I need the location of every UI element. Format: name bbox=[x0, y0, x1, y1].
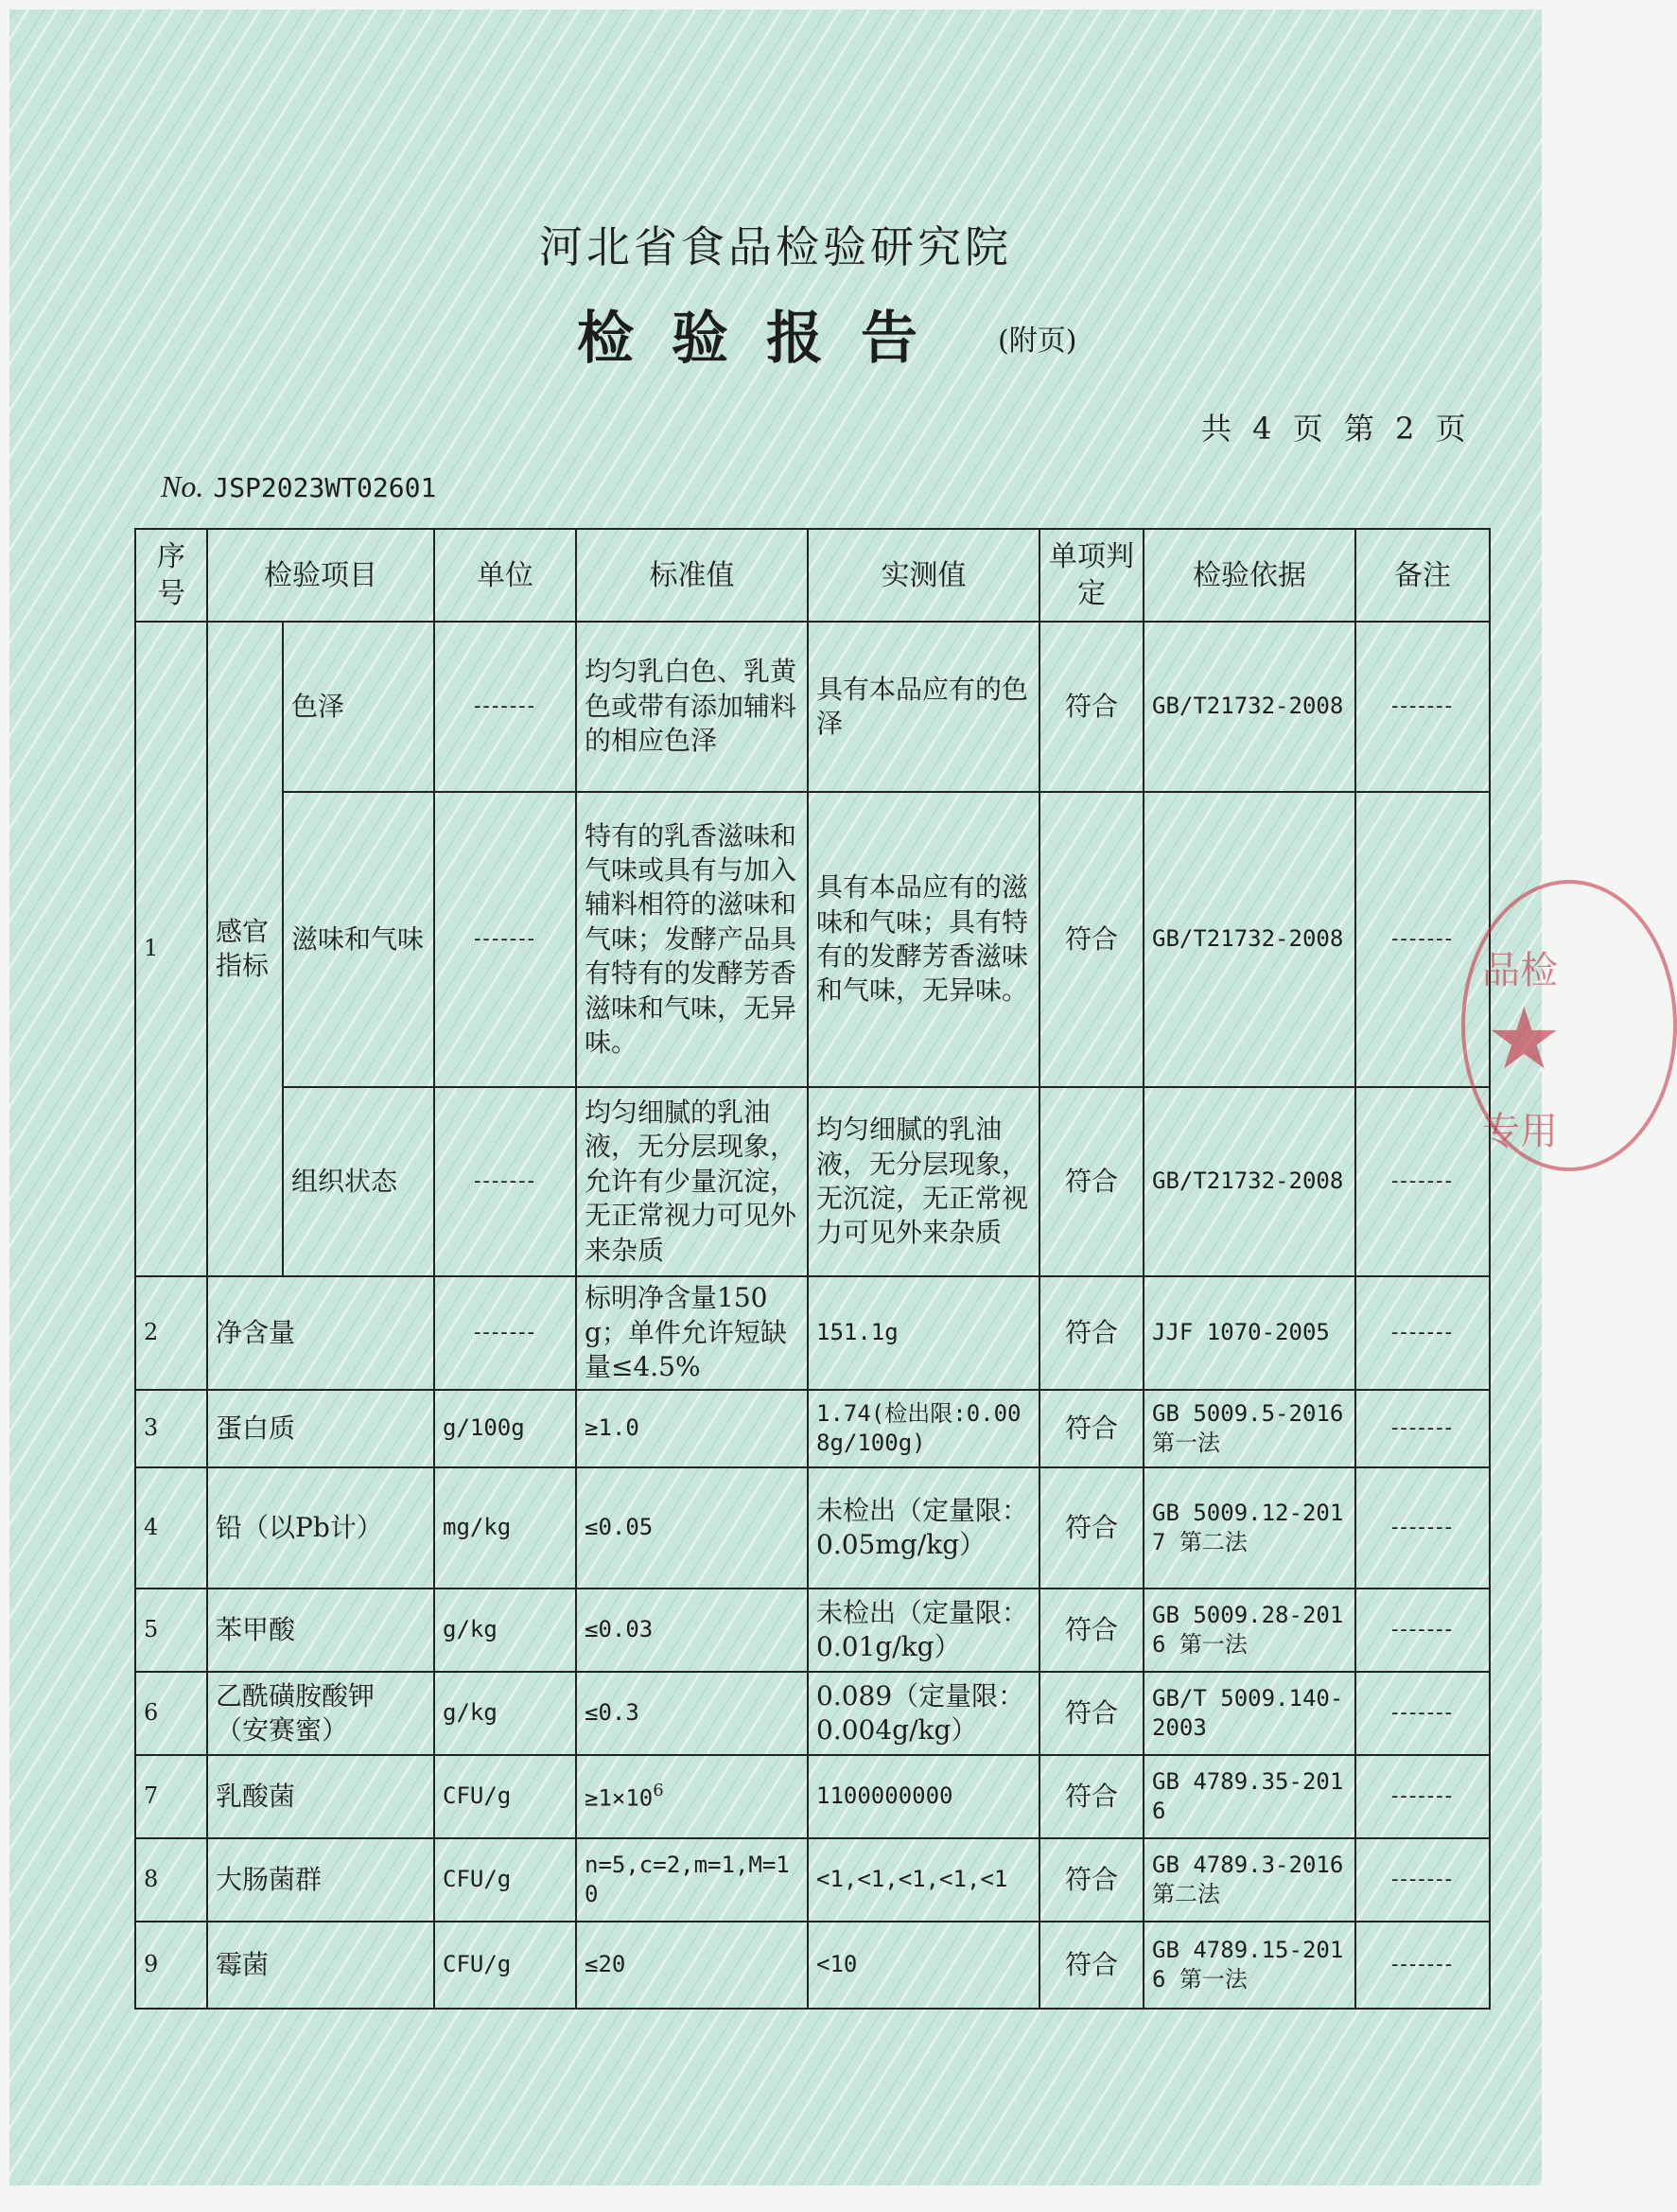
report-title: 检验报告 bbox=[577, 306, 955, 372]
row-item: 乙酰磺胺酸钾（安赛蜜） bbox=[207, 1672, 434, 1755]
row-measured: 未检出（定量限：0.05mg/kg） bbox=[808, 1467, 1039, 1589]
row-measured: <1,<1,<1,<1,<1 bbox=[808, 1838, 1039, 1922]
row-standard: ≥1.0 bbox=[576, 1390, 808, 1467]
row-basis: GB 5009.5-2016第一法 bbox=[1144, 1390, 1355, 1467]
report-sheet bbox=[9, 9, 1563, 2186]
row-unit: mg/kg bbox=[434, 1467, 576, 1589]
row-unit: CFU/g bbox=[434, 1755, 576, 1838]
row-item: 大肠菌群 bbox=[207, 1838, 434, 1922]
page-info: 共 4 页 第 2 页 bbox=[1201, 411, 1472, 447]
row-basis: GB/T21732-2008 bbox=[1144, 1087, 1355, 1276]
row-measured: 均匀细腻的乳油液，无分层现象，无沉淀，无正常视力可见外来杂质 bbox=[808, 1087, 1039, 1276]
row-measured: 1.74(检出限:0.008g/100g) bbox=[808, 1390, 1039, 1467]
row-verdict: 符合 bbox=[1039, 792, 1144, 1087]
row-measured: 1100000000 bbox=[808, 1755, 1039, 1838]
row-verdict: 符合 bbox=[1039, 1838, 1144, 1922]
row-basis: GB 5009.12-2017 第二法 bbox=[1144, 1467, 1355, 1589]
row-measured: 0.089（定量限：0.004g/kg） bbox=[808, 1672, 1039, 1755]
row-measured: 151.1g bbox=[808, 1276, 1039, 1390]
row-seq: 2 bbox=[135, 1276, 207, 1390]
row-seq: 1 bbox=[135, 622, 207, 1276]
row-basis: JJF 1070-2005 bbox=[1144, 1276, 1355, 1390]
seal-base-text: 专用 bbox=[1482, 1110, 1558, 1153]
row-remark: ------- bbox=[1355, 1755, 1490, 1838]
row-item: 乳酸菌 bbox=[207, 1755, 434, 1838]
report-number bbox=[161, 469, 436, 504]
institute-name: 河北省食品检验研究院 bbox=[539, 221, 1012, 272]
table-row bbox=[135, 1672, 1490, 1755]
row-remark: ------- bbox=[1355, 1838, 1490, 1922]
row-item: 霉菌 bbox=[207, 1922, 434, 2009]
row-verdict: 符合 bbox=[1039, 1390, 1144, 1467]
standard-base: ≥1×10 bbox=[585, 1783, 654, 1811]
row-standard: ≤20 bbox=[576, 1922, 808, 2009]
header-basis: 检验依据 bbox=[1144, 529, 1355, 622]
header-seq: 序号 bbox=[135, 529, 207, 622]
row-standard: ≤0.05 bbox=[576, 1467, 808, 1589]
row-seq: 3 bbox=[135, 1390, 207, 1467]
row-seq: 9 bbox=[135, 1922, 207, 2009]
row-remark: ------- bbox=[1355, 1672, 1490, 1755]
row-item: 苯甲酸 bbox=[207, 1589, 434, 1672]
row-standard: ≤0.03 bbox=[576, 1589, 808, 1672]
row-remark: ------- bbox=[1355, 792, 1490, 1087]
row-item: 组织状态 bbox=[283, 1087, 434, 1276]
row-standard: ≤0.3 bbox=[576, 1672, 808, 1755]
row-unit: ------- bbox=[434, 792, 576, 1087]
row-basis: GB/T21732-2008 bbox=[1144, 792, 1355, 1087]
row-standard: 均匀乳白色、乳黄色或带有添加辅料的相应色泽 bbox=[576, 622, 808, 792]
row-remark: ------- bbox=[1355, 1922, 1490, 2009]
row-basis: GB/T 5009.140-2003 bbox=[1144, 1672, 1355, 1755]
row-verdict: 符合 bbox=[1039, 1276, 1144, 1390]
row-verdict: 符合 bbox=[1039, 1087, 1144, 1276]
table-row bbox=[135, 1838, 1490, 1922]
row-seq: 4 bbox=[135, 1467, 207, 1589]
row-measured: 具有本品应有的色泽 bbox=[808, 622, 1039, 792]
header-verdict: 单项判定 bbox=[1039, 529, 1144, 622]
row-item: 滋味和气味 bbox=[283, 792, 434, 1087]
star-icon: ★ bbox=[1486, 990, 1563, 1089]
row-seq: 5 bbox=[135, 1589, 207, 1672]
table-header-row bbox=[135, 529, 1490, 622]
row-standard: 均匀细腻的乳油液，无分层现象，允许有少量沉淀，无正常视力可见外来杂质 bbox=[576, 1087, 808, 1276]
row-remark: ------- bbox=[1355, 1589, 1490, 1672]
row-standard: 特有的乳香滋味和气味或具有与加入辅料相符的滋味和气味；发酵产品具有特有的发酵芳香滋味和气味，无异味。 bbox=[576, 792, 808, 1087]
header-unit: 单位 bbox=[434, 529, 576, 622]
row-item: 净含量 bbox=[207, 1276, 434, 1390]
row-verdict: 符合 bbox=[1039, 1589, 1144, 1672]
row-verdict: 符合 bbox=[1039, 1922, 1144, 2009]
table-row bbox=[135, 1390, 1490, 1467]
row-measured: <10 bbox=[808, 1922, 1039, 2009]
row-standard bbox=[576, 1755, 808, 1838]
row-verdict: 符合 bbox=[1039, 1467, 1144, 1589]
row-category: 感官指标 bbox=[207, 622, 283, 1276]
row-unit: CFU/g bbox=[434, 1922, 576, 2009]
table-row bbox=[135, 1589, 1490, 1672]
table-row bbox=[135, 1755, 1490, 1838]
header-remark: 备注 bbox=[1355, 529, 1490, 622]
row-item: 蛋白质 bbox=[207, 1390, 434, 1467]
row-basis: GB 4789.15-2016 第一法 bbox=[1144, 1922, 1355, 2009]
row-measured: 具有本品应有的滋味和气味；具有特有的发酵芳香滋味和气味，无异味。 bbox=[808, 792, 1039, 1087]
header-item: 检验项目 bbox=[207, 529, 434, 622]
row-basis: GB 4789.3-2016第二法 bbox=[1144, 1838, 1355, 1922]
report-number-value: JSP2023WT02601 bbox=[213, 472, 437, 503]
table-row bbox=[135, 1276, 1490, 1390]
row-standard: 标明净含量150g；单件允许短缺量≤4.5% bbox=[576, 1276, 808, 1390]
header-measured: 实测值 bbox=[808, 529, 1039, 622]
row-seq: 7 bbox=[135, 1755, 207, 1838]
report-number-label: No. bbox=[161, 469, 204, 503]
row-unit: ------- bbox=[434, 1276, 576, 1390]
row-unit: g/kg bbox=[434, 1589, 576, 1672]
row-seq: 6 bbox=[135, 1672, 207, 1755]
row-remark: ------- bbox=[1355, 1390, 1490, 1467]
results-table bbox=[134, 528, 1491, 2010]
table-row bbox=[135, 1467, 1490, 1589]
table-row bbox=[135, 622, 1490, 792]
row-verdict: 符合 bbox=[1039, 1755, 1144, 1838]
row-unit: ------- bbox=[434, 622, 576, 792]
row-standard: n=5,c=2,m=1,M=10 bbox=[576, 1838, 808, 1922]
row-remark: ------- bbox=[1355, 622, 1490, 792]
header-standard: 标准值 bbox=[576, 529, 808, 622]
table-row bbox=[135, 792, 1490, 1087]
row-basis: GB/T21732-2008 bbox=[1144, 622, 1355, 792]
row-basis: GB 5009.28-2016 第一法 bbox=[1144, 1589, 1355, 1672]
row-measured: 未检出（定量限：0.01g/kg） bbox=[808, 1589, 1039, 1672]
table-row bbox=[135, 1922, 1490, 2009]
row-unit: ------- bbox=[434, 1087, 576, 1276]
row-basis: GB 4789.35-2016 bbox=[1144, 1755, 1355, 1838]
row-verdict: 符合 bbox=[1039, 1672, 1144, 1755]
seal-ring-text: 品检 bbox=[1482, 949, 1558, 992]
row-item: 铅（以Pb计） bbox=[207, 1467, 434, 1589]
row-remark: ------- bbox=[1355, 1087, 1490, 1276]
row-unit: g/kg bbox=[434, 1672, 576, 1755]
table-row bbox=[135, 1087, 1490, 1276]
row-item: 色泽 bbox=[283, 622, 434, 792]
official-seal bbox=[1461, 880, 1677, 1171]
report-subtitle: (附页) bbox=[998, 325, 1077, 358]
standard-exponent: 6 bbox=[653, 1780, 664, 1800]
row-remark: ------- bbox=[1355, 1467, 1490, 1589]
row-remark: ------- bbox=[1355, 1276, 1490, 1390]
row-seq: 8 bbox=[135, 1838, 207, 1922]
row-unit: CFU/g bbox=[434, 1838, 576, 1922]
row-verdict: 符合 bbox=[1039, 622, 1144, 792]
row-unit: g/100g bbox=[434, 1390, 576, 1467]
